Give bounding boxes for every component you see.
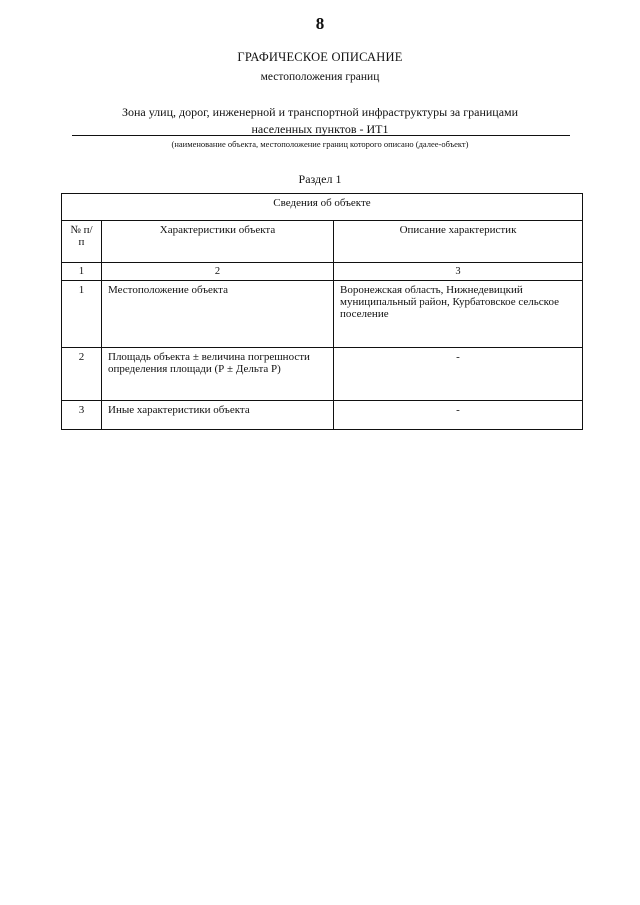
- column-number: 1: [62, 263, 102, 281]
- row-description: Воронежская область, Нижнедевицкий муниципальный район, Курбатовское сельское поселение: [334, 281, 583, 348]
- row-description: -: [334, 401, 583, 430]
- row-characteristic: Иные характеристики объекта: [102, 401, 334, 430]
- table-row: [62, 281, 583, 348]
- page-number: 8: [315, 14, 325, 33]
- header-description: Описание характеристик: [334, 221, 583, 263]
- object-name: [80, 104, 560, 138]
- column-number-row: [62, 263, 583, 281]
- document-subtitle: местоположения границ: [260, 71, 380, 83]
- column-number: 3: [334, 263, 583, 281]
- object-name-line-2: населенных пунктов - ИТ1: [251, 122, 389, 136]
- table-header-row: [62, 221, 583, 263]
- table-row: [62, 401, 583, 430]
- table-caption-row: [62, 194, 583, 221]
- document-title: ГРАФИЧЕСКОЕ ОПИСАНИЕ: [237, 50, 403, 64]
- row-num: 1: [62, 281, 102, 348]
- object-name-caption: (наименование объекта, местоположение границ которого описано (далее-объект): [171, 139, 469, 149]
- row-characteristic: Площадь объекта ± величина погрешности определения площади (Р ± Дельта Р): [102, 348, 334, 401]
- row-characteristic: Местоположение объекта: [102, 281, 334, 348]
- row-num: 2: [62, 348, 102, 401]
- object-name-underline: [72, 135, 570, 136]
- row-description: -: [334, 348, 583, 401]
- table-caption: Сведения об объекте: [62, 194, 583, 221]
- column-number: 2: [102, 263, 334, 281]
- object-info-table: [61, 193, 583, 430]
- row-num: 3: [62, 401, 102, 430]
- table-row: [62, 348, 583, 401]
- header-characteristic: Характеристики объекта: [102, 221, 334, 263]
- header-num: № п/п: [62, 221, 102, 263]
- object-name-line-1: Зона улиц, дорог, инженерной и транспортной инфраструктуры за границами: [121, 105, 519, 119]
- section-title: Раздел 1: [298, 172, 342, 186]
